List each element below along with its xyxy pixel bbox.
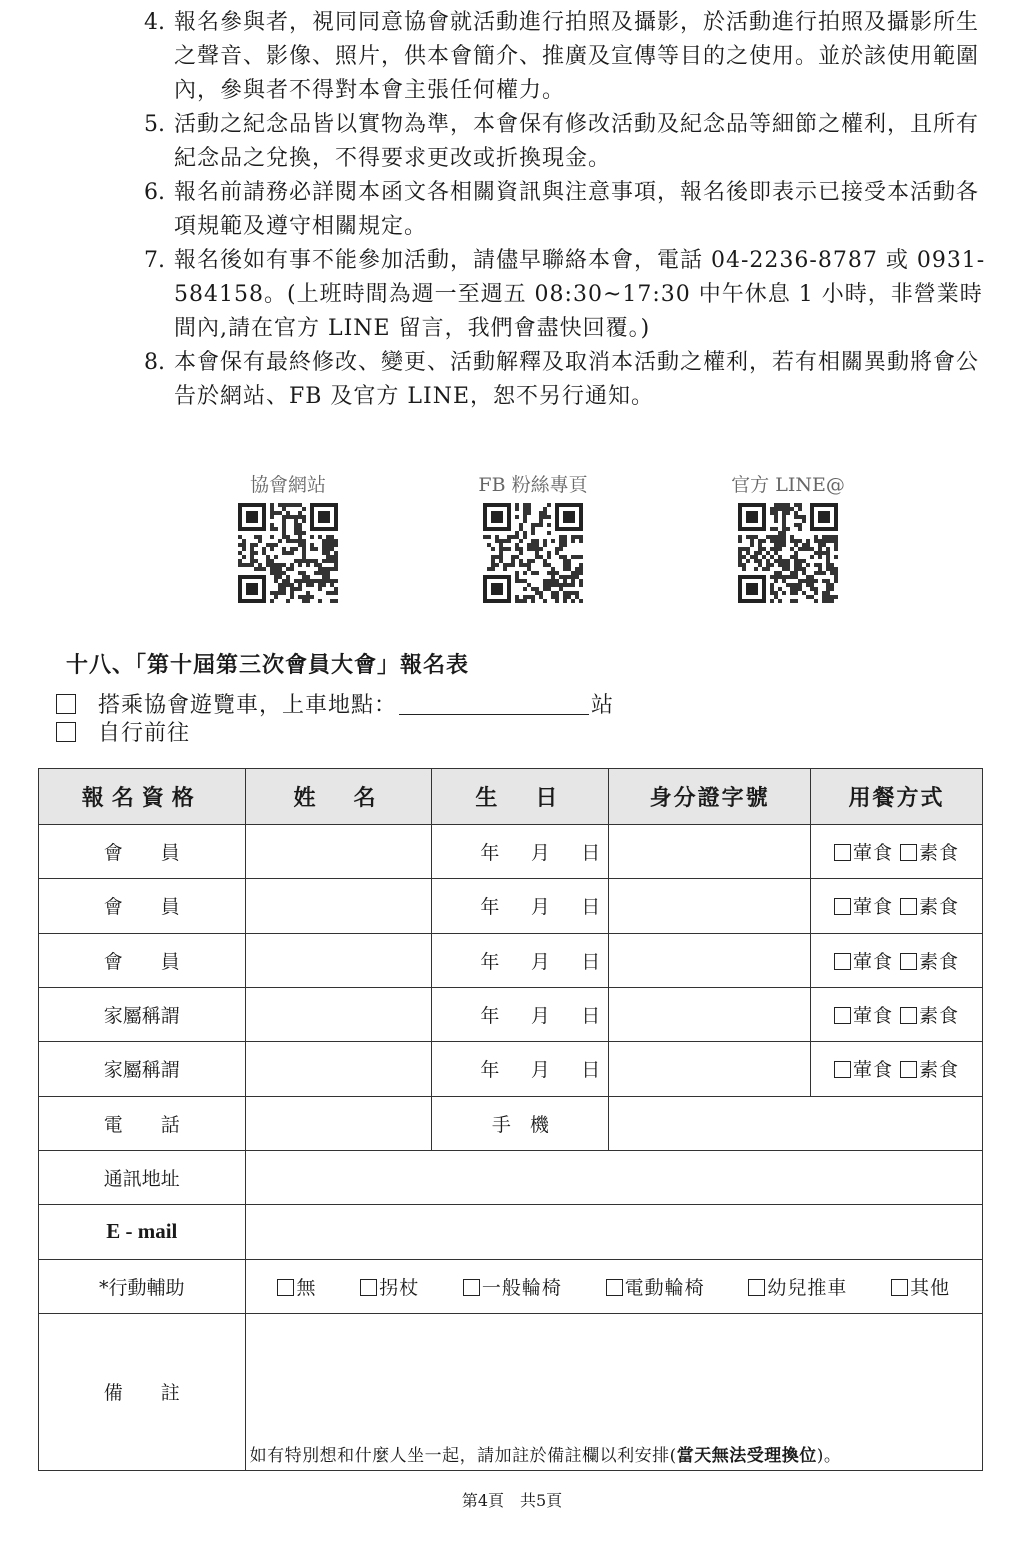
mobility-option[interactable]: 拐杖 bbox=[360, 1273, 419, 1300]
header-name: 姓 名 bbox=[245, 769, 432, 825]
phone-label: 電 話 bbox=[39, 1096, 246, 1150]
meal-cell bbox=[811, 825, 983, 879]
date-part-label: 月 bbox=[530, 896, 550, 919]
id-number-field[interactable] bbox=[609, 825, 811, 879]
registration-table bbox=[38, 768, 983, 1471]
qualification-cell: 會 員 bbox=[39, 879, 246, 933]
birthday-field[interactable] bbox=[432, 933, 609, 987]
mobility-label: *行動輔助 bbox=[39, 1259, 246, 1313]
date-part-label: 年 bbox=[480, 1005, 500, 1028]
qualification-cell: 會 員 bbox=[39, 825, 246, 879]
date-part-label: 日 bbox=[581, 1059, 601, 1082]
qr-line-label: 官方 LINE@ bbox=[731, 474, 845, 496]
address-label: 通訊地址 bbox=[39, 1151, 246, 1205]
birthday-field[interactable] bbox=[432, 987, 609, 1041]
date-part-label: 年 bbox=[480, 1059, 500, 1082]
table-row bbox=[39, 987, 983, 1041]
header-id-number: 身分證字號 bbox=[609, 769, 811, 825]
rule-item: 8. 本會保有最終修改、變更、活動解釋及取消本活動之權利，若有相關異動將會公告於網站、FB 及官方 LINE，恕不另行通知。 bbox=[144, 350, 980, 409]
id-number-field[interactable] bbox=[609, 879, 811, 933]
qualification-cell: 家屬稱謂 bbox=[39, 987, 246, 1041]
name-field[interactable] bbox=[245, 879, 432, 933]
meal-option[interactable]: 素食 bbox=[900, 951, 959, 973]
header-qualification: 報名資格 bbox=[39, 769, 246, 825]
option-bus[interactable] bbox=[56, 688, 614, 719]
bus-checkbox[interactable] bbox=[56, 694, 76, 714]
address-row bbox=[39, 1151, 983, 1205]
date-part-label: 年 bbox=[480, 896, 500, 919]
date-part-label: 年 bbox=[480, 842, 500, 865]
qr-code-icon bbox=[738, 503, 838, 603]
checkbox[interactable] bbox=[900, 1007, 917, 1024]
date-part-label: 日 bbox=[581, 950, 601, 973]
qr-facebook-label: FB 粉絲專頁 bbox=[478, 474, 588, 496]
remarks-field[interactable] bbox=[245, 1313, 982, 1470]
mobility-option[interactable]: 電動輪椅 bbox=[606, 1273, 705, 1300]
checkbox[interactable] bbox=[834, 1061, 851, 1078]
id-number-field[interactable] bbox=[609, 1042, 811, 1096]
date-part-label: 日 bbox=[581, 1005, 601, 1028]
checkbox[interactable] bbox=[277, 1279, 294, 1296]
option-self-label: 自行前往 bbox=[98, 721, 191, 746]
birthday-field[interactable] bbox=[432, 825, 609, 879]
meal-option[interactable]: 葷食 bbox=[834, 1059, 893, 1081]
meal-cell bbox=[811, 1042, 983, 1096]
meal-cell bbox=[811, 879, 983, 933]
checkbox[interactable] bbox=[360, 1279, 377, 1296]
qr-code-icon bbox=[238, 503, 338, 603]
date-part-label: 月 bbox=[530, 1005, 550, 1028]
meal-option[interactable]: 素食 bbox=[900, 1005, 959, 1027]
mobility-option[interactable]: 一般輪椅 bbox=[463, 1273, 562, 1300]
date-part-label: 月 bbox=[530, 1059, 550, 1082]
birthday-field[interactable] bbox=[432, 879, 609, 933]
date-part-label: 月 bbox=[530, 842, 550, 865]
rule-item: 4. 報名參與者，視同同意協會就活動進行拍照及攝影，於活動進行拍照及攝影所生之聲音、影像、照片，供本會簡介、推廣及宣傳等目的之使用。並於該使用範圍內，參與者不得對本會主張任何權力。 bbox=[144, 10, 980, 103]
meal-cell bbox=[811, 933, 983, 987]
checkbox[interactable] bbox=[606, 1279, 623, 1296]
date-part-label: 年 bbox=[480, 950, 500, 973]
mobility-row bbox=[39, 1259, 983, 1313]
remarks-row bbox=[39, 1313, 983, 1470]
name-field[interactable] bbox=[245, 1042, 432, 1096]
meal-option[interactable]: 素食 bbox=[900, 1059, 959, 1081]
checkbox[interactable] bbox=[834, 953, 851, 970]
table-row bbox=[39, 825, 983, 879]
table-header-row bbox=[39, 769, 983, 825]
checkbox[interactable] bbox=[900, 844, 917, 861]
pickup-location-field[interactable] bbox=[399, 692, 589, 715]
date-part-label: 日 bbox=[581, 842, 601, 865]
option-bus-label: 搭乘協會遊覽車，上車地點： bbox=[98, 693, 398, 718]
name-field[interactable] bbox=[245, 825, 432, 879]
self-checkbox[interactable] bbox=[56, 722, 76, 742]
date-part-label: 日 bbox=[581, 896, 601, 919]
option-self[interactable] bbox=[56, 716, 190, 747]
qualification-cell: 家屬稱謂 bbox=[39, 1042, 246, 1096]
checkbox[interactable] bbox=[834, 898, 851, 915]
name-field[interactable] bbox=[245, 987, 432, 1041]
checkbox[interactable] bbox=[900, 953, 917, 970]
page-footer: 第4頁 共5頁 bbox=[461, 1491, 563, 1510]
mobility-options bbox=[246, 1273, 982, 1300]
mobile-label: 手 機 bbox=[432, 1096, 609, 1150]
name-field[interactable] bbox=[245, 933, 432, 987]
checkbox[interactable] bbox=[463, 1279, 480, 1296]
rule-item: 5. 活動之紀念品皆以實物為準，本會保有修改活動及紀念品等細節之權利，且所有紀念品之兌換，不得要求更改或折換現金。 bbox=[144, 112, 980, 171]
table-row bbox=[39, 933, 983, 987]
mobility-option[interactable]: 其他 bbox=[891, 1273, 950, 1300]
phone-row bbox=[39, 1096, 983, 1150]
checkbox[interactable] bbox=[891, 1279, 908, 1296]
meal-option[interactable]: 葷食 bbox=[834, 896, 893, 918]
table-row bbox=[39, 879, 983, 933]
email-field[interactable] bbox=[245, 1205, 982, 1259]
qr-facebook[interactable] bbox=[478, 470, 588, 603]
id-number-field[interactable] bbox=[609, 933, 811, 987]
table-row bbox=[39, 1042, 983, 1096]
header-meal: 用餐方式 bbox=[811, 769, 983, 825]
checkbox[interactable] bbox=[834, 1007, 851, 1024]
mobile-field[interactable] bbox=[609, 1096, 983, 1150]
option-bus-suffix: 站 bbox=[591, 693, 615, 718]
checkbox[interactable] bbox=[900, 1061, 917, 1078]
rule-item: 6. 報名前請務必詳閱本函文各相關資訊與注意事項，報名後即表示已接受本活動各項規範及遵守相關規定。 bbox=[144, 180, 980, 239]
meal-option[interactable]: 素食 bbox=[900, 896, 959, 918]
meal-option[interactable]: 葷食 bbox=[834, 951, 893, 973]
qr-website-label: 協會網站 bbox=[249, 474, 326, 496]
qr-line[interactable] bbox=[733, 470, 843, 603]
header-birthday: 生 日 bbox=[432, 769, 609, 825]
meal-option[interactable]: 葷食 bbox=[834, 1005, 893, 1027]
address-field[interactable] bbox=[245, 1151, 982, 1205]
meal-option[interactable]: 葷食 bbox=[834, 842, 893, 864]
remarks-label: 備 註 bbox=[39, 1313, 246, 1470]
date-part-label: 月 bbox=[530, 950, 550, 973]
meal-cell bbox=[811, 987, 983, 1041]
meal-option[interactable]: 素食 bbox=[900, 842, 959, 864]
qr-code-icon bbox=[483, 503, 583, 603]
rule-item: 7. 報名後如有事不能參加活動，請儘早聯絡本會，電話 04-2236-8787 或 0931-584158。(上班時間為週一至週五 08:30~17:30 中午休息 1 小時，非營業時間內,請在官方 LINE 留言，我們會盡快回覆。) bbox=[144, 248, 986, 341]
qr-website[interactable] bbox=[233, 470, 343, 603]
email-row bbox=[39, 1205, 983, 1259]
qualification-cell: 會 員 bbox=[39, 933, 246, 987]
checkbox[interactable] bbox=[748, 1279, 765, 1296]
checkbox[interactable] bbox=[900, 898, 917, 915]
birthday-field[interactable] bbox=[432, 1042, 609, 1096]
mobility-option[interactable]: 幼兒推車 bbox=[748, 1273, 847, 1300]
checkbox[interactable] bbox=[834, 844, 851, 861]
phone-field[interactable] bbox=[245, 1096, 432, 1150]
remarks-note: 如有特別想和什麼人坐一起，請加註於備註欄以利安排(當天無法受理換位)。 bbox=[249, 1446, 842, 1466]
id-number-field[interactable] bbox=[609, 987, 811, 1041]
mobility-option[interactable]: 無 bbox=[277, 1273, 316, 1300]
email-label: E - mail bbox=[39, 1205, 246, 1259]
rules-list bbox=[144, 6, 994, 414]
form-title: 十八、「第十屆第三次會員大會」報名表 bbox=[66, 652, 470, 678]
